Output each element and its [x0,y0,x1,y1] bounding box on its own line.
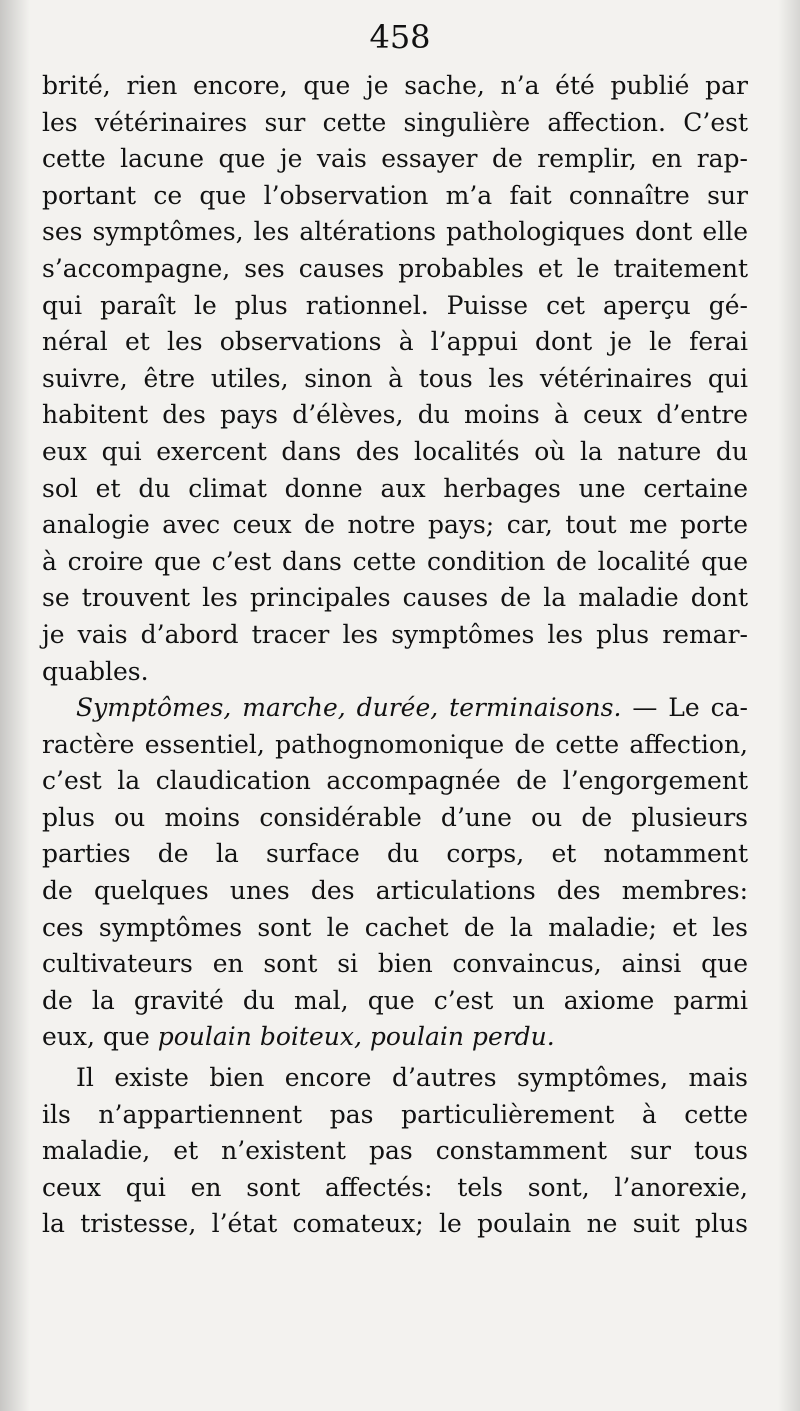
text-line: ils n’appartiennent pas particulièrement à cette [42,1099,748,1129]
text-line: de quelques unes des articulations des membres: [42,876,748,906]
text-line: la tristesse, l’état comateux; le poulain ne suit plus [42,1209,748,1239]
text-line: qui paraît le plus rationnel. Puisse cet aperçu gé- [42,290,748,320]
text-line: suivre, être utiles, sinon à tous les vétérinaires qui [42,363,748,393]
text-line: eux qui exercent dans des localités où la nature du [42,436,748,466]
text-line: sol et du climat donne aux herbages une certaine [42,473,748,503]
text-line: analogie avec ceux de notre pays; car, tout me porte [42,510,748,540]
text-line: brité, rien encore, que je sache, n’a été publié par [42,71,748,100]
page-number: 458 [369,18,431,56]
section-heading-line [42,690,748,727]
text-line: cette lacune que je vais essayer de remplir, en rap- [42,144,748,174]
text-line: ceux qui en sont affectés: tels sont, l’anorexie, [42,1172,748,1202]
text-line: plus ou moins considérable d’une ou de plusieurs [42,802,748,832]
text-line: se trouvent les principales causes de la maladie dont [42,583,748,613]
text-line: ces symptômes sont le cachet de la maladie; et les [42,912,748,942]
text-line: à croire que c’est dans cette condition de localité que [42,546,748,576]
text-line: de la gravité du mal, que c’est un axiome parmi [42,985,748,1015]
page-shadow-right [778,0,800,1411]
text-line: s’accompagne, ses causes probables et le traitement [42,253,748,283]
page-shadow-left [0,0,30,1411]
text-line: ses symptômes, les altérations pathologiques dont elle [42,217,748,247]
text-line: quables. [42,656,149,686]
text-line: je vais d’abord tracer les symptômes les plus remar- [42,619,748,649]
text-line: parties de la surface du corps, et notamment [42,839,748,869]
text-line: Il existe bien encore d’autres symptômes, mais [76,1063,748,1093]
text-line: habitent des pays d’élèves, du moins à ceux d’entre [42,400,748,430]
text-line: les vétérinaires sur cette singulière affection. C’est [42,107,748,137]
text-line: néral et les observations à l’appui dont je le ferai [42,327,748,357]
text-fragment: — Le ca- [632,693,748,723]
body-text [42,68,748,1243]
text-line: ractère essentiel, pathognomonique de cette affection, [42,729,748,759]
text-line: c’est la claudication accompagnée de l’engorgement [42,766,748,796]
quoted-saying: poulain boiteux, poulain perdu. [157,1022,555,1052]
section-heading: Symptômes, marche, durée, terminaisons. [76,693,622,723]
text-line: portant ce que l’observation m’a fait connaître sur [42,180,748,210]
text-line: cultivateurs en sont si bien convaincus, ainsi que [42,949,748,979]
text-line: maladie, et n’existent pas constamment sur tous [42,1136,748,1166]
text-fragment: eux, que [42,1022,158,1052]
text-line [42,1019,748,1056]
